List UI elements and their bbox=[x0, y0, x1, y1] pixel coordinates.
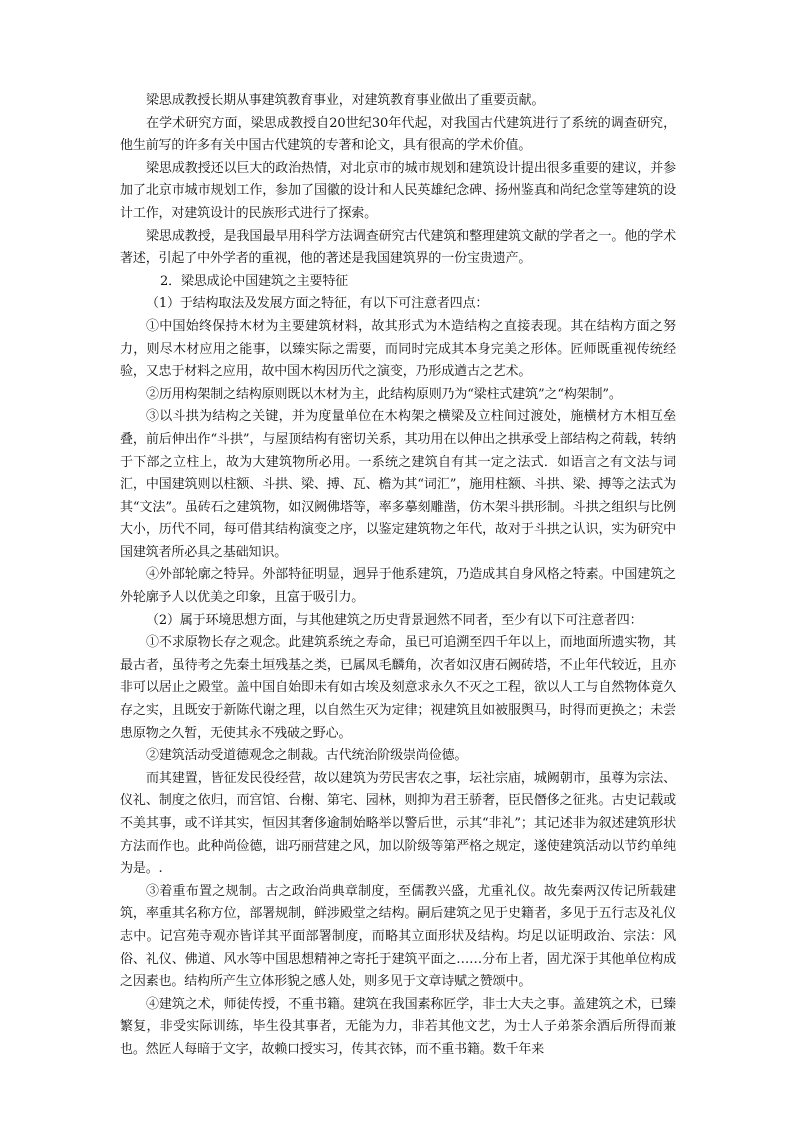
paragraph-teaching-contribution: 梁思成教授长期从事建筑教育事业，对建筑教育事业做出了重要贡献。 bbox=[146, 93, 545, 108]
paragraph-apprenticeship: ④建筑之术，师徒传授，不重书籍。建筑在我国素称匠学，非士大夫之事。盖建筑之术，已臻繁复，非受实际训练，毕生役其事者，无能为力，非若其他文艺，为士人子弟茶余酒后所得而兼也。然匠人每暗于文字，故赖口授实习，传其衣钵，而不重书籍。数千年来 bbox=[120, 996, 676, 1057]
paragraph-impermanence: ①不求原物长存之观念。此建筑系统之寿命，虽已可追溯至四千年以上，而地面所遗实物，其最古者，虽待考之先秦土垣残基之类，已属凤毛麟角，次者如汉唐石阙砖塔，不止年代较近，且亦非可以居止之殿堂。盖中国自始即未有如古埃及刻意求永久不灭之工程，欲以人工与自然物体竟久存之实，且既安于新陈代谢之理，以自然生灭为定律；视建筑且如被服舆马，时得而更换之；未尝患原物之久暂，无使其永不残破之野心。 bbox=[120, 635, 676, 741]
paragraph-beijing-planning: 梁思成教授还以巨大的政治热情，对北京市的城市规划和建筑设计提出很多重要的建议，并参加了北京市城市规划工作，参加了国徽的设计和人民英雄纪念碑、扬州鉴真和尚纪念堂等建筑的设计工作，对建筑设计的民族形式进行了探索。 bbox=[120, 160, 676, 221]
paragraph-environment-intro: （2）属于环境思想方面，与其他建筑之历史背景迥然不同者，至少有以下可注意者四： bbox=[146, 612, 643, 628]
paragraph-academic-research: 在学术研究方面，梁思成教授自20世纪30年代起，对我国古代建筑进行了系统的调查研究，他生前写的许多有关中国古代建筑的专著和论文，具有很高的学术价值。 bbox=[120, 115, 676, 154]
document-page bbox=[120, 90, 676, 1062]
section-heading: 2．梁思成论中国建筑之主要特征 bbox=[160, 273, 349, 289]
paragraph-moral-restraint: ②建筑活动受道德观念之制裁。古代统治阶级崇尚俭德。 bbox=[146, 748, 468, 764]
paragraph-construction-labor: 而其建置，皆征发民役经营，故以建筑为劳民害农之事，坛社宗庙，城阙朝市，虽尊为宗法、仪礼、制度之依归，而宫馆、台榭、第宅、园林，则抑为君王骄奢，臣民僭侈之征兆。古史记载或不美其事，或不详其实，恒因其奢侈逾制始略举以警后世，示其“非礼”；其记述非为叙述建筑形状方法而作也。此种尚俭德，诎巧丽营建之风，加以阶级等第严格之规定，遂使建筑活动以节约单纯为是。. bbox=[120, 770, 676, 877]
paragraph-layout-regulation: ③着重布置之规制。古之政治尚典章制度，至儒教兴盛，尤重礼仪。故先秦两汉传记所载建筑，率重其名称方位，部署规制，鲜涉殿堂之结构。嗣后建筑之见于史籍者，多见于五行志及礼仪志中。记宫苑寺观亦皆详其平面部署制度，而略其立面形状及结构。均足以证明政治、宗法：风俗、礼仪、佛道、风水等中国思想精神之寄托于建筑平面之……分布上者，固尤深于其他单位构成之因素也。结构所产生立体形貌之感人处，则多见于文章诗赋之赞颂中。 bbox=[120, 883, 676, 990]
paragraph-outline: ④外部轮廓之特异。外部特征明显，迥异于他系建筑，乃造成其自身风格之特素。中国建筑之外轮廓予人以优美之印象，且富于吸引力。 bbox=[120, 567, 676, 606]
paragraph-frame-system: ②历用构架制之结构原则既以木材为主，此结构原则乃为“梁柱式建筑”之“构架制”。 bbox=[146, 386, 622, 402]
paragraph-wood-material: ①中国始终保持木材为主要建筑材料，故其形式为木造结构之直接表现。其在结构方面之努力，则尽木材应用之能事，以臻实际之需要，而同时完成其本身完美之形体。匠师既重视传统经验，又忠于材料之应用，故中国木构因历代之演变，乃形成遒古之艺术。 bbox=[120, 318, 676, 380]
paragraph-dougong: ③以斗拱为结构之关键，并为度量单位在木构架之横梁及立柱间过渡处，施横材方木相互垒叠，前后伸出作“斗拱”，与屋顶结构有密切关系，其功用在以伸出之拱承受上部结构之荷载，转纳于下部之立柱上，故为大建筑物所必用。一系统之建筑自有其一定之法式．如语言之有文法与词汇，中国建筑则以柱额、斗拱、梁、搏、瓦、檐为其“词汇”，施用柱额、斗拱、梁、搏等之法式为其“文法”。虽砖石之建筑物，如汉阙佛塔等，率多摹刻雕凿，仿木架斗拱形制。斗拱之组织与比例大小，历代不同，每可借其结构演变之序，以鉴定建筑物之年代，故对于斗拱之认识，实为研究中国建筑者所必具之基础知识。 bbox=[120, 409, 676, 560]
paragraph-structure-intro: （1）于结构取法及发展方面之特征，有以下可注意者四点： bbox=[146, 296, 489, 312]
paragraph-scholarly-legacy: 梁思成教授，是我国最早用科学方法调查研究古代建筑和整理建筑文献的学者之一。他的学术著述，引起了中外学者的重视，他的著述是我国建筑界的一份宝贵遗产。 bbox=[120, 228, 676, 267]
